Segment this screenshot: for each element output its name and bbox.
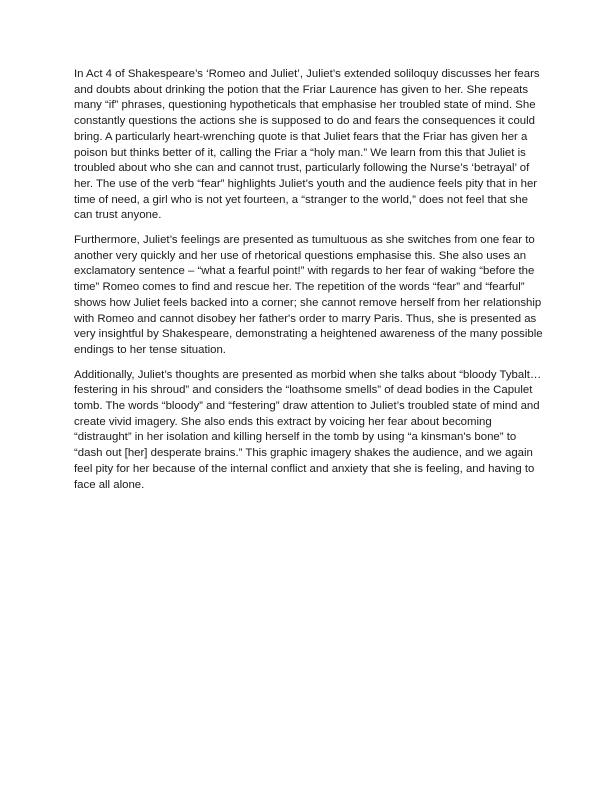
essay-body	[74, 67, 544, 502]
paragraph-3: Additionally, Juliet’s thoughts are presented as morbid when she talks about “bloody Tybalt… festering in his shroud” and considers the “loathsome smells” of dead bodies in the Capulet tomb. The words “bloody” and “festering” draw attention to Juliet’s troubled state of mind and create vivid imagery. She also ends this extract by voicing her fear about becoming “distraught” in her isolation and killing herself in the tomb by using “a kinsman's bone” to “dash out [her] desperate brains.” This graphic imagery shakes the audience, and we again feel pity for her because of the internal conflict and anxiety that she is feeling, and having to face all alone.	[74, 368, 542, 491]
paragraph-2: Furthermore, Juliet’s feelings are presented as tumultuous as she switches from one fear to another very quickly and her use of rhetorical questions emphasise this. She also uses an exclamatory sentence – “what a fearful point!” with regards to her fear of waking “before the time” Romeo comes to find and rescue her. The repetition of the words “fear” and “fearful” shows how Juliet feels backed into a corner; she cannot remove herself from her relationship with Romeo and cannot disobey her father's order to marry Paris. Thus, she is presented as very insightful by Shakespeare, demonstrating a heightened awareness of the many possible endings to her tense situation.	[74, 234, 543, 356]
paragraph-1: In Act 4 of Shakespeare’s ‘Romeo and Juliet’, Juliet’s extended soliloquy discusses her fears and doubts about drinking the potion that the Friar Laurence has given to her. She repeats many “if” phrases, questioning hypotheticals that emphasise her troubled state of mind. She constantly questions the actions she is supposed to do and fears the consequences it could bring. A particularly heart-wrenching quote is that Juliet fears that the Friar has given her a poison but thinks better of it, calling the Friar a “holy man.” We learn from this that Juliet is troubled about who she can and cannot trust, particularly following the Nurse’s ‘betrayal’ of her. The use of the verb “fear” highlights Juliet’s youth and the audience feels pity that in her time of need, a girl who is not yet fourteen, a “stranger to the world,” does not feel that she can trust anyone.	[74, 68, 540, 222]
